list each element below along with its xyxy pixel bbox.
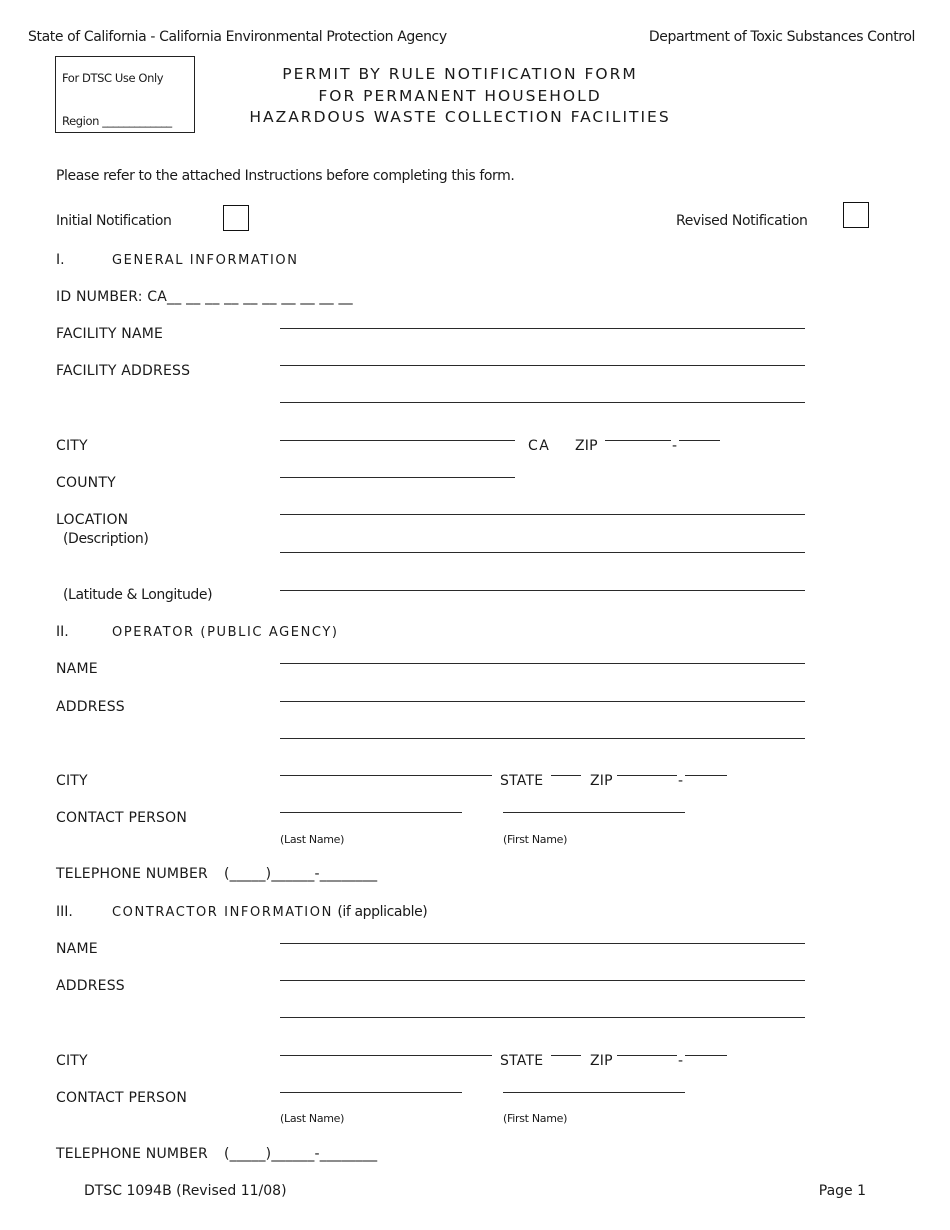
department-header: Department of Toxic Substances Control (648, 29, 915, 45)
operator-city-label: CITY (56, 773, 88, 789)
contractor-address-label: ADDRESS (56, 978, 125, 994)
operator-state-label: STATE (500, 773, 544, 789)
operator-last-name-caption: (Last Name) (280, 833, 345, 846)
form-id-footer: DTSC 1094B (Revised 11/08) (84, 1183, 287, 1199)
contractor-contact-last-line[interactable] (280, 1092, 462, 1093)
operator-first-name-caption: (First Name) (503, 833, 568, 846)
location-description-line-1[interactable] (280, 514, 805, 515)
operator-city-line[interactable] (280, 775, 492, 776)
operator-telephone-field[interactable]: (_____)______-________ (224, 866, 378, 882)
initial-notification-label: Initial Notification (56, 213, 172, 229)
operator-contact-first-line[interactable] (503, 812, 685, 813)
contractor-contact-label: CONTACT PERSON (56, 1090, 188, 1106)
contractor-address-line-1[interactable] (280, 980, 805, 981)
contractor-zip-ext-line[interactable] (685, 1055, 727, 1056)
location-description-line-2[interactable] (280, 552, 805, 553)
page-number: Page 1 (818, 1183, 866, 1199)
contractor-first-name-caption: (First Name) (503, 1112, 568, 1125)
contractor-contact-first-line[interactable] (503, 1092, 685, 1093)
contractor-zip-line[interactable] (617, 1055, 677, 1056)
location-label: LOCATION (56, 512, 129, 528)
form-title-line-3: HAZARDOUS WASTE COLLECTION FACILITIES (249, 108, 671, 126)
facility-name-line[interactable] (280, 328, 805, 329)
contractor-telephone-label: TELEPHONE NUMBER (56, 1146, 208, 1162)
id-number-field[interactable]: ID NUMBER: CA__ __ __ __ __ __ __ __ __ __ (56, 289, 353, 305)
contractor-telephone-field[interactable]: (_____)______-________ (224, 1146, 378, 1162)
operator-name-label: NAME (56, 661, 98, 677)
contractor-zip-label: ZIP (590, 1053, 613, 1069)
contractor-state-line[interactable] (551, 1055, 581, 1056)
facility-city-line[interactable] (280, 440, 515, 441)
form-title-line-1: PERMIT BY RULE NOTIFICATION FORM (282, 65, 638, 83)
operator-name-line[interactable] (280, 663, 805, 664)
section-2-title: OPERATOR (PUBLIC AGENCY) (112, 625, 339, 640)
facility-zip-label: ZIP (575, 438, 598, 454)
facility-name-label: FACILITY NAME (56, 326, 164, 342)
facility-zip-line[interactable] (605, 440, 671, 441)
section-2-number: II. (56, 624, 69, 640)
facility-state-value: CA (528, 438, 551, 454)
initial-notification-checkbox[interactable] (223, 205, 249, 231)
facility-address-line-2[interactable] (280, 402, 805, 403)
contractor-state-label: STATE (500, 1053, 544, 1069)
contractor-city-line[interactable] (280, 1055, 492, 1056)
facility-city-label: CITY (56, 438, 88, 454)
operator-contact-label: CONTACT PERSON (56, 810, 188, 826)
facility-zip-ext-line[interactable] (679, 440, 720, 441)
operator-telephone-label: TELEPHONE NUMBER (56, 866, 208, 882)
latlong-line[interactable] (280, 590, 805, 591)
section-1-title: GENERAL INFORMATION (112, 253, 299, 268)
dtsc-use-only-label: For DTSC Use Only (62, 71, 164, 85)
section-3-number: III. (56, 904, 73, 920)
county-line[interactable] (280, 477, 515, 478)
operator-state-line[interactable] (551, 775, 581, 776)
contractor-last-name-caption: (Last Name) (280, 1112, 345, 1125)
revised-notification-checkbox[interactable] (843, 202, 869, 228)
contractor-name-line[interactable] (280, 943, 805, 944)
revised-notification-label: Revised Notification (676, 213, 808, 229)
contractor-name-label: NAME (56, 941, 98, 957)
section-3-title-suffix: (if applicable) (337, 904, 428, 920)
operator-zip-label: ZIP (590, 773, 613, 789)
region-field[interactable]: Region _____________ (62, 114, 172, 128)
location-description-label: (Description) (63, 531, 149, 547)
operator-zip-ext-line[interactable] (685, 775, 727, 776)
operator-address-line-1[interactable] (280, 701, 805, 702)
facility-address-line-1[interactable] (280, 365, 805, 366)
county-label: COUNTY (56, 475, 116, 491)
agency-header: State of California - California Environmental Protection Agency (28, 29, 447, 45)
instructions-text: Please refer to the attached Instructions before completing this form. (56, 168, 515, 184)
facility-address-label: FACILITY ADDRESS (56, 363, 191, 379)
section-1-number: I. (56, 252, 65, 268)
section-3-title: CONTRACTOR INFORMATION (112, 905, 333, 920)
contractor-address-line-2[interactable] (280, 1017, 805, 1018)
contractor-city-label: CITY (56, 1053, 88, 1069)
operator-zip-line[interactable] (617, 775, 677, 776)
operator-address-label: ADDRESS (56, 699, 125, 715)
latlong-label: (Latitude & Longitude) (63, 587, 213, 603)
operator-address-line-2[interactable] (280, 738, 805, 739)
form-title-line-2: FOR PERMANENT HOUSEHOLD (318, 87, 602, 105)
operator-contact-last-line[interactable] (280, 812, 462, 813)
